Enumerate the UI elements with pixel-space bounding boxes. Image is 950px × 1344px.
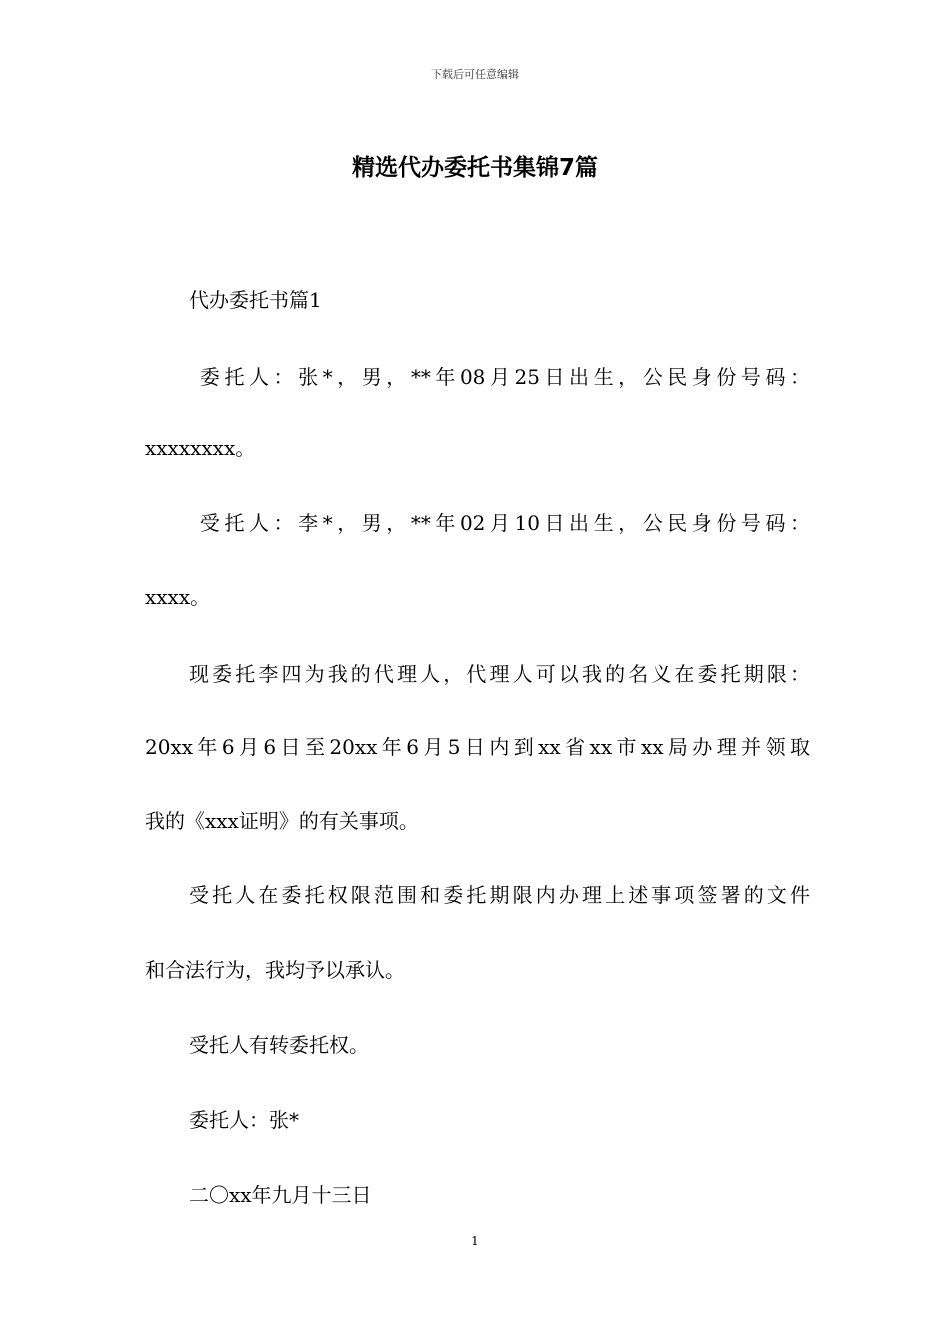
- section-heading: 代办委托书篇1: [189, 288, 322, 312]
- document-title: 精选代办委托书集锦7篇: [351, 155, 598, 181]
- transfer-right-statement: 受托人有转委托权。: [189, 1033, 369, 1057]
- signature-line: 委托人：张*: [189, 1108, 299, 1132]
- authorization-line-3: 我的《xxx证明》的有关事项。: [145, 809, 419, 833]
- acceptance-line-2: 和合法行为，我均予以承认。: [145, 958, 405, 982]
- principal-line-1: 委托人：张*，男，**年08月25日出生，公民身份号码：: [189, 365, 810, 389]
- agent-line-1: 受托人：李*，男，**年02月10日出生，公民身份号码：: [189, 511, 810, 535]
- page-number: 1: [471, 1234, 479, 1248]
- agent-line-2: xxxx。: [145, 585, 211, 609]
- header-note: 下载后可任意编辑: [431, 68, 519, 81]
- authorization-line-1: 现委托李四为我的代理人，代理人可以我的名义在委托期限：: [189, 662, 810, 686]
- principal-line-2: xxxxxxxx。: [145, 436, 256, 460]
- date-line: 二〇xx年九月十三日: [189, 1183, 372, 1207]
- authorization-line-2: 20xx年6月6日至20xx年6月5日内到xx省xx市xx局办理并领取: [145, 735, 810, 759]
- acceptance-line-1: 受托人在委托权限范围和委托期限内办理上述事项签署的文件: [189, 883, 810, 907]
